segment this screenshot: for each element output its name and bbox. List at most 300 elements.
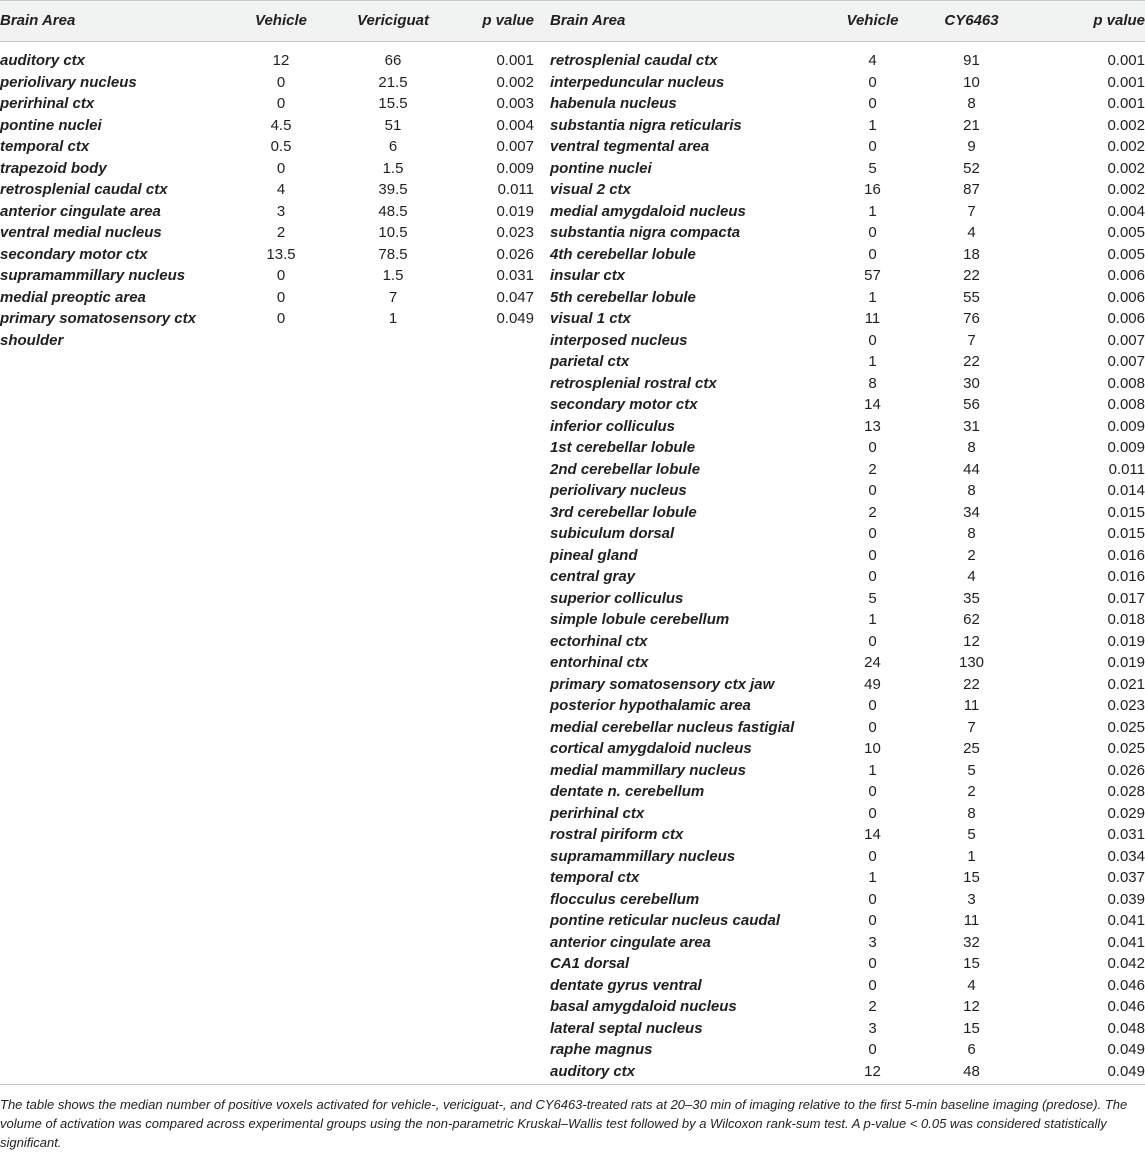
right-vehicle-value: 1	[868, 353, 877, 370]
right-cy6463-value: 22	[963, 267, 980, 284]
header-vericiguat: Vericiguat	[337, 1, 449, 42]
left-p-value	[449, 480, 534, 502]
right-p-value: 0.028	[1107, 783, 1145, 800]
right-brain-area: interposed nucleus	[550, 331, 688, 349]
left-p-value	[449, 588, 534, 610]
right-vehicle-value: 0	[868, 525, 877, 542]
right-vehicle-value: 1	[868, 761, 877, 779]
left-brain-area	[0, 416, 225, 438]
left-vericiguat-value	[337, 781, 449, 803]
right-vehicle-value: 0	[868, 331, 877, 349]
right-cy6463-value: 31	[963, 417, 980, 435]
right-vehicle-value: 0	[868, 245, 877, 263]
right-vehicle-value: 0	[868, 546, 877, 564]
header-brain-area-left: Brain Area	[0, 1, 225, 42]
right-p-value: 0.025	[1107, 718, 1145, 736]
right-p-value: 0.004	[1107, 202, 1145, 220]
right-brain-area: dentate gyrus ventral	[550, 976, 702, 994]
left-p-value	[449, 932, 534, 954]
right-p-value: 0.037	[1107, 869, 1145, 886]
left-vehicle-value	[225, 781, 337, 803]
table-row	[0, 158, 1145, 180]
left-p-value: 0.026	[496, 245, 534, 263]
left-p-value	[449, 846, 534, 868]
left-vericiguat-value: 15.5	[378, 95, 408, 112]
left-brain-area	[0, 760, 225, 782]
table-row	[0, 394, 1145, 416]
right-vehicle-value: 57	[864, 267, 881, 284]
right-brain-area: interpeduncular nucleus	[550, 73, 725, 91]
table-row	[0, 760, 1145, 782]
right-brain-area: cortical amygdaloid nucleus	[550, 740, 752, 757]
left-vehicle-value	[225, 738, 337, 760]
left-vehicle-value	[225, 695, 337, 717]
right-vehicle-value: 5	[868, 589, 877, 607]
left-p-value: 0.001	[496, 52, 534, 69]
right-brain-area: substantia nigra compacta	[550, 224, 741, 241]
right-cy6463-value: 35	[963, 589, 980, 607]
left-p-value	[449, 781, 534, 803]
left-p-value	[449, 717, 534, 739]
table-row	[0, 652, 1145, 674]
left-vericiguat-value: 7	[388, 288, 398, 306]
right-p-value: 0.048	[1107, 1019, 1145, 1037]
left-p-value	[449, 373, 534, 395]
right-p-value: 0.023	[1107, 697, 1145, 714]
right-vehicle-value: 14	[864, 396, 881, 413]
left-brain-area	[0, 545, 225, 567]
right-p-value: 0.049	[1027, 1061, 1145, 1085]
left-brain-area	[0, 652, 225, 674]
right-p-value: 0.009	[1107, 439, 1145, 456]
right-p-value: 0.016	[1107, 568, 1145, 585]
right-brain-area: substantia nigra reticularis	[550, 116, 742, 134]
table-row	[0, 631, 1145, 653]
table-row	[0, 846, 1145, 868]
right-p-value: 0.029	[1107, 804, 1145, 822]
right-cy6463-value: 7	[967, 202, 976, 220]
left-brain-area	[0, 609, 225, 631]
right-brain-area: CA1 dorsal	[550, 955, 630, 972]
left-p-value	[449, 803, 534, 825]
left-brain-area: retrosplenial caudal ctx	[0, 181, 168, 198]
right-p-value: 0.015	[1107, 503, 1145, 521]
table-row	[0, 351, 1145, 373]
left-brain-area	[0, 738, 225, 760]
right-p-value: 0.019	[1107, 632, 1145, 650]
right-vehicle-value: 14	[864, 826, 881, 843]
left-brain-area: auditory ctx	[0, 52, 86, 69]
left-vehicle-value	[225, 932, 337, 954]
left-vehicle-value	[225, 523, 337, 545]
left-brain-area	[0, 1018, 225, 1040]
right-vehicle-value: 24	[864, 654, 881, 671]
table-row	[0, 502, 1145, 524]
left-brain-area: temporal ctx	[0, 138, 90, 155]
left-p-value	[449, 631, 534, 653]
right-vehicle-value: 1	[868, 116, 877, 134]
right-vehicle-value: 1	[868, 202, 877, 220]
right-p-value: 0.001	[1107, 95, 1145, 112]
right-vehicle-value: 0	[868, 95, 877, 112]
right-cy6463-value: 8	[967, 482, 976, 499]
left-p-value	[449, 459, 534, 481]
left-vericiguat-value	[337, 846, 449, 868]
left-brain-area	[0, 502, 225, 524]
left-p-value	[449, 695, 534, 717]
right-brain-area: lateral septal nucleus	[550, 1019, 703, 1037]
left-p-value	[449, 867, 534, 889]
left-vericiguat-value	[337, 351, 449, 373]
right-cy6463-value: 10	[963, 73, 980, 91]
right-cy6463-value: 15	[963, 955, 980, 972]
right-vehicle-value: 13	[864, 417, 881, 435]
left-vericiguat-value	[337, 480, 449, 502]
left-p-value	[449, 437, 534, 459]
right-vehicle-value: 3	[868, 933, 877, 951]
table-row	[0, 695, 1145, 717]
left-vericiguat-value	[337, 416, 449, 438]
right-vehicle-value: 0	[868, 847, 877, 865]
right-brain-area: parietal ctx	[550, 353, 630, 370]
left-brain-area: perirhinal ctx	[0, 95, 95, 112]
right-brain-area: simple lobule cerebellum	[550, 611, 730, 628]
left-vericiguat-value	[337, 975, 449, 997]
right-brain-area: posterior hypothalamic area	[550, 697, 751, 714]
right-vehicle-value: 0	[868, 697, 877, 714]
right-cy6463-value: 4	[967, 976, 976, 994]
right-brain-area: inferior colliculus	[550, 417, 676, 435]
right-brain-area: 3rd cerebellar lobule	[550, 503, 697, 521]
left-vehicle-value	[225, 910, 337, 932]
right-p-value: 0.009	[1107, 417, 1145, 435]
left-vericiguat-value	[337, 889, 449, 911]
right-p-value: 0.026	[1107, 761, 1145, 779]
right-vehicle-value: 11	[864, 310, 881, 327]
left-vehicle-value	[225, 996, 337, 1018]
table-row	[0, 459, 1145, 481]
left-vehicle-value	[225, 609, 337, 631]
right-p-value: 0.011	[1108, 460, 1145, 478]
table-row	[0, 287, 1145, 309]
left-vericiguat-value	[337, 803, 449, 825]
left-brain-area	[0, 781, 225, 803]
right-vehicle-value: 0	[868, 890, 877, 908]
left-brain-area	[0, 889, 225, 911]
right-brain-area: insular ctx	[550, 267, 626, 284]
table-row	[0, 609, 1145, 631]
right-p-value: 0.006	[1107, 310, 1145, 327]
left-vehicle-value: 2	[276, 224, 286, 241]
right-vehicle-value: 8	[868, 374, 877, 392]
left-brain-area: anterior cingulate area	[0, 202, 161, 220]
left-vericiguat-value: 39.5	[378, 181, 408, 198]
right-vehicle-value: 2	[868, 503, 877, 521]
left-brain-area	[0, 1061, 225, 1085]
right-brain-area: entorhinal ctx	[550, 654, 649, 671]
left-brain-area	[0, 588, 225, 610]
right-brain-area: medial amygdaloid nucleus	[550, 202, 746, 220]
left-brain-area: primary somatosensory ctx	[0, 310, 196, 327]
table-row	[0, 437, 1145, 459]
left-vericiguat-value	[337, 459, 449, 481]
left-vehicle-value	[225, 889, 337, 911]
left-vehicle-value	[225, 803, 337, 825]
right-vehicle-value: 0	[868, 912, 877, 929]
right-brain-area: visual 1 ctx	[550, 310, 631, 327]
left-brain-area	[0, 932, 225, 954]
left-vericiguat-value	[337, 738, 449, 760]
left-vehicle-value	[225, 1039, 337, 1061]
right-vehicle-value: 2	[868, 998, 877, 1015]
left-p-value	[449, 889, 534, 911]
right-brain-area: 5th cerebellar lobule	[550, 288, 696, 306]
left-vericiguat-value	[337, 824, 449, 846]
left-vericiguat-value	[337, 910, 449, 932]
right-brain-area: superior colliculus	[550, 589, 684, 607]
right-p-value: 0.006	[1107, 288, 1145, 306]
right-cy6463-value: 62	[963, 611, 980, 628]
left-p-value: 0.011	[497, 181, 534, 198]
table-row	[0, 93, 1145, 115]
left-brain-area	[0, 373, 225, 395]
left-brain-area	[0, 953, 225, 975]
right-cy6463-value: 2	[967, 783, 976, 800]
left-brain-area: periolivary nucleus	[0, 73, 137, 91]
left-vericiguat-value	[337, 652, 449, 674]
right-p-value: 0.001	[1107, 52, 1145, 69]
left-brain-area: ventral medial nucleus	[0, 224, 162, 241]
left-vericiguat-value	[337, 717, 449, 739]
right-cy6463-value: 8	[967, 525, 976, 542]
left-vehicle-value	[225, 953, 337, 975]
left-p-value	[449, 975, 534, 997]
right-brain-area: supramammillary nucleus	[550, 847, 736, 865]
left-brain-area: supramammillary nucleus	[0, 267, 186, 284]
right-cy6463-value: 11	[963, 697, 980, 714]
left-p-value	[449, 330, 534, 352]
left-vehicle-value	[225, 566, 337, 588]
table-row	[0, 803, 1145, 825]
left-vehicle-value: 13.5	[266, 245, 296, 263]
table-row	[0, 867, 1145, 889]
left-vehicle-value: 4.5	[270, 116, 292, 134]
right-vehicle-value: 1	[868, 611, 877, 628]
left-vehicle-value	[225, 975, 337, 997]
left-vehicle-value	[225, 652, 337, 674]
left-brain-area	[0, 695, 225, 717]
left-vericiguat-value: 66	[384, 52, 402, 69]
right-p-value: 0.002	[1107, 181, 1145, 198]
left-vericiguat-value: 21.5	[378, 73, 408, 91]
left-p-value	[449, 652, 534, 674]
right-cy6463-value: 15	[963, 869, 980, 886]
right-p-value: 0.016	[1107, 546, 1145, 564]
left-vericiguat-value: 1.5	[382, 267, 404, 284]
left-vericiguat-value	[337, 932, 449, 954]
right-cy6463-value: 21	[963, 116, 980, 134]
table-row	[0, 674, 1145, 696]
left-p-value	[449, 1061, 534, 1085]
right-vehicle-value: 0	[868, 138, 877, 155]
table-row	[0, 265, 1145, 287]
left-vericiguat-value	[337, 523, 449, 545]
left-p-value	[449, 394, 534, 416]
right-cy6463-value: 30	[963, 374, 980, 392]
table-row	[0, 717, 1145, 739]
left-vericiguat-value	[337, 330, 449, 352]
right-brain-area: medial cerebellar nucleus fastigial	[550, 718, 795, 736]
right-cy6463-value: 2	[967, 546, 976, 564]
right-brain-area: primary somatosensory ctx jaw	[550, 675, 775, 693]
left-vehicle-value	[225, 502, 337, 524]
right-cy6463-value: 25	[963, 740, 980, 757]
left-brain-area	[0, 846, 225, 868]
right-p-value: 0.039	[1107, 890, 1145, 908]
left-vehicle-value	[225, 416, 337, 438]
right-brain-area: auditory ctx	[534, 1061, 829, 1085]
table-row	[0, 330, 1145, 352]
left-brain-area	[0, 394, 225, 416]
table-row	[0, 179, 1145, 201]
left-vericiguat-value	[337, 867, 449, 889]
right-brain-area: 4th cerebellar lobule	[550, 245, 696, 263]
left-p-value	[449, 824, 534, 846]
left-vericiguat-value	[337, 545, 449, 567]
left-vericiguat-value: 48.5	[378, 202, 408, 220]
left-vericiguat-value	[337, 1039, 449, 1061]
table-row	[0, 932, 1145, 954]
left-p-value	[449, 674, 534, 696]
right-p-value: 0.031	[1107, 826, 1145, 843]
right-vehicle-value: 0	[868, 439, 877, 456]
right-p-value: 0.005	[1107, 224, 1145, 241]
left-vehicle-value	[225, 588, 337, 610]
right-p-value: 0.007	[1107, 331, 1145, 349]
right-cy6463-value: 7	[967, 718, 976, 736]
left-vericiguat-value	[337, 394, 449, 416]
right-vehicle-value: 0	[868, 73, 877, 91]
right-brain-area: habenula nucleus	[550, 95, 677, 112]
left-vericiguat-value	[337, 760, 449, 782]
right-p-value: 0.014	[1107, 482, 1145, 499]
left-vehicle-value	[225, 717, 337, 739]
table-body	[0, 42, 1145, 1085]
right-brain-area: central gray	[550, 568, 636, 585]
left-vehicle-value	[225, 631, 337, 653]
right-vehicle-value: 0	[868, 632, 877, 650]
left-p-value	[449, 351, 534, 373]
left-vericiguat-value	[337, 996, 449, 1018]
right-vehicle-value: 0	[868, 955, 877, 972]
right-p-value: 0.021	[1107, 675, 1145, 693]
right-p-value: 0.001	[1107, 73, 1145, 91]
left-p-value	[449, 523, 534, 545]
left-vericiguat-value	[337, 609, 449, 631]
right-brain-area: retrosplenial rostral ctx	[550, 374, 717, 392]
left-brain-area: shoulder	[0, 331, 64, 349]
right-vehicle-value: 5	[868, 159, 877, 177]
right-cy6463-value: 4	[967, 224, 976, 241]
right-p-value: 0.046	[1107, 976, 1145, 994]
right-cy6463-value: 5	[967, 761, 976, 779]
right-cy6463-value: 87	[963, 181, 980, 198]
left-p-value	[449, 416, 534, 438]
left-vehicle-value: 0	[276, 95, 286, 112]
table-row	[0, 996, 1145, 1018]
right-cy6463-value: 7	[967, 331, 976, 349]
table-row	[0, 738, 1145, 760]
left-brain-area: secondary motor ctx	[0, 245, 148, 263]
left-vehicle-value: 4	[276, 181, 286, 198]
left-vehicle-value	[225, 674, 337, 696]
left-brain-area	[0, 975, 225, 997]
left-p-value	[449, 566, 534, 588]
table-row	[0, 136, 1145, 158]
right-p-value: 0.006	[1107, 267, 1145, 284]
right-cy6463-value: 22	[963, 353, 980, 370]
table-row	[0, 480, 1145, 502]
right-brain-area: perirhinal ctx	[550, 804, 645, 822]
right-brain-area: dentate n. cerebellum	[550, 783, 705, 800]
right-p-value: 0.008	[1107, 396, 1145, 413]
right-vehicle-value: 0	[868, 224, 877, 241]
left-brain-area	[0, 824, 225, 846]
left-vehicle-value	[225, 760, 337, 782]
right-vehicle-value: 0	[868, 976, 877, 994]
left-vehicle-value: 0	[276, 159, 286, 177]
left-p-value	[449, 996, 534, 1018]
right-p-value: 0.007	[1107, 353, 1145, 370]
right-vehicle-value: 16	[864, 181, 881, 198]
table-row	[0, 566, 1145, 588]
table-row	[0, 1039, 1145, 1061]
right-vehicle-value: 0	[868, 1041, 877, 1058]
left-vehicle-value	[225, 480, 337, 502]
right-brain-area: subiculum dorsal	[550, 525, 675, 542]
right-cy6463-value: 52	[963, 159, 980, 177]
right-p-value: 0.041	[1107, 912, 1145, 929]
left-vehicle-value	[225, 394, 337, 416]
header-vehicle-right: Vehicle	[829, 1, 916, 42]
right-vehicle-value: 1	[868, 288, 877, 306]
right-brain-area: ventral tegmental area	[550, 138, 710, 155]
right-vehicle-value: 0	[868, 718, 877, 736]
left-brain-area	[0, 351, 225, 373]
table-row	[0, 523, 1145, 545]
left-vehicle-value	[225, 459, 337, 481]
right-p-value: 0.015	[1107, 525, 1145, 542]
right-cy6463-value: 32	[963, 933, 980, 951]
right-cy6463-value: 9	[967, 138, 976, 155]
right-brain-area: pontine nuclei	[550, 159, 652, 177]
left-p-value: 0.019	[496, 202, 534, 220]
left-vehicle-value	[225, 437, 337, 459]
header-vehicle-left: Vehicle	[225, 1, 337, 42]
right-vehicle-value: 0	[868, 783, 877, 800]
right-vehicle-value: 0	[868, 482, 877, 499]
table-footnote: The table shows the median number of positive voxels activated for vehicle-, vericiguat-, and CY6463-treated rats at 20–30 min of imaging relative to the first 5-min baseline imaging (predose). The volume of activation was compared across experimental groups using the non-parametric Kruskal–Wallis test followed by a Wilcoxon rank-sum test. A p-value < 0.05 was considered statistically significant.	[0, 1097, 1128, 1150]
right-cy6463-value: 8	[967, 439, 976, 456]
left-vericiguat-value	[337, 588, 449, 610]
left-vehicle-value	[225, 545, 337, 567]
right-cy6463-value: 55	[963, 288, 980, 306]
left-vericiguat-value: 6	[388, 138, 398, 155]
right-cy6463-value: 34	[963, 503, 980, 521]
left-brain-area	[0, 717, 225, 739]
table-row	[0, 910, 1145, 932]
left-vericiguat-value: 1.5	[382, 159, 404, 177]
